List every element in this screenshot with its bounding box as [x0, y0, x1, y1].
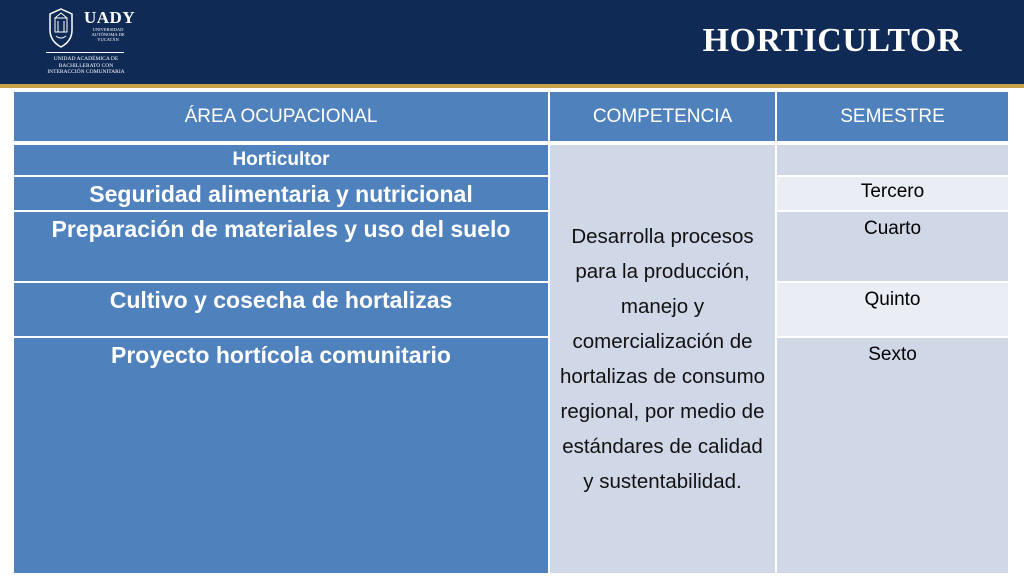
page-title: HORTICULTOR — [702, 22, 962, 59]
competencia-cell: Desarrolla procesos para la producción, manejo y comercialización de hortalizas de consumo regional, por medio de estándares de calidad y sustentabilidad. — [550, 145, 775, 573]
area-row-seguridad: Seguridad alimentaria y nutricional — [14, 177, 548, 210]
area-row-preparacion: Preparación de materiales y uso del suelo — [14, 212, 548, 281]
header-area-ocupacional: ÁREA OCUPACIONAL — [14, 92, 548, 141]
area-row-horticultor: Horticultor — [14, 145, 548, 175]
semestre-row-sexto: Sexto — [777, 338, 1008, 573]
header-accent-line — [0, 84, 1024, 88]
area-row-proyecto: Proyecto hortícola comunitario — [14, 338, 548, 573]
header-competencia: COMPETENCIA — [550, 92, 775, 141]
semestre-row-blank — [777, 145, 1008, 175]
semestre-row-cuarto: Cuarto — [777, 212, 1008, 281]
semestre-row-quinto: Quinto — [777, 283, 1008, 336]
semestre-row-tercero: Tercero — [777, 177, 1008, 210]
logo-name: UADY — [84, 8, 136, 27]
area-row-cultivo: Cultivo y cosecha de hortalizas — [14, 283, 548, 336]
logo-divider — [46, 52, 124, 53]
uady-logo — [44, 6, 134, 82]
university-crest-icon — [48, 8, 74, 48]
header-semestre: SEMESTRE — [777, 92, 1008, 141]
logo-unit: UNIDAD ACADÉMICA DE BACHILLERATO CON INTERACCIÓN COMUNITARIA — [47, 56, 125, 75]
logo-university: UNIVERSIDAD AUTÓNOMA DE YUCATÁN — [91, 27, 125, 42]
